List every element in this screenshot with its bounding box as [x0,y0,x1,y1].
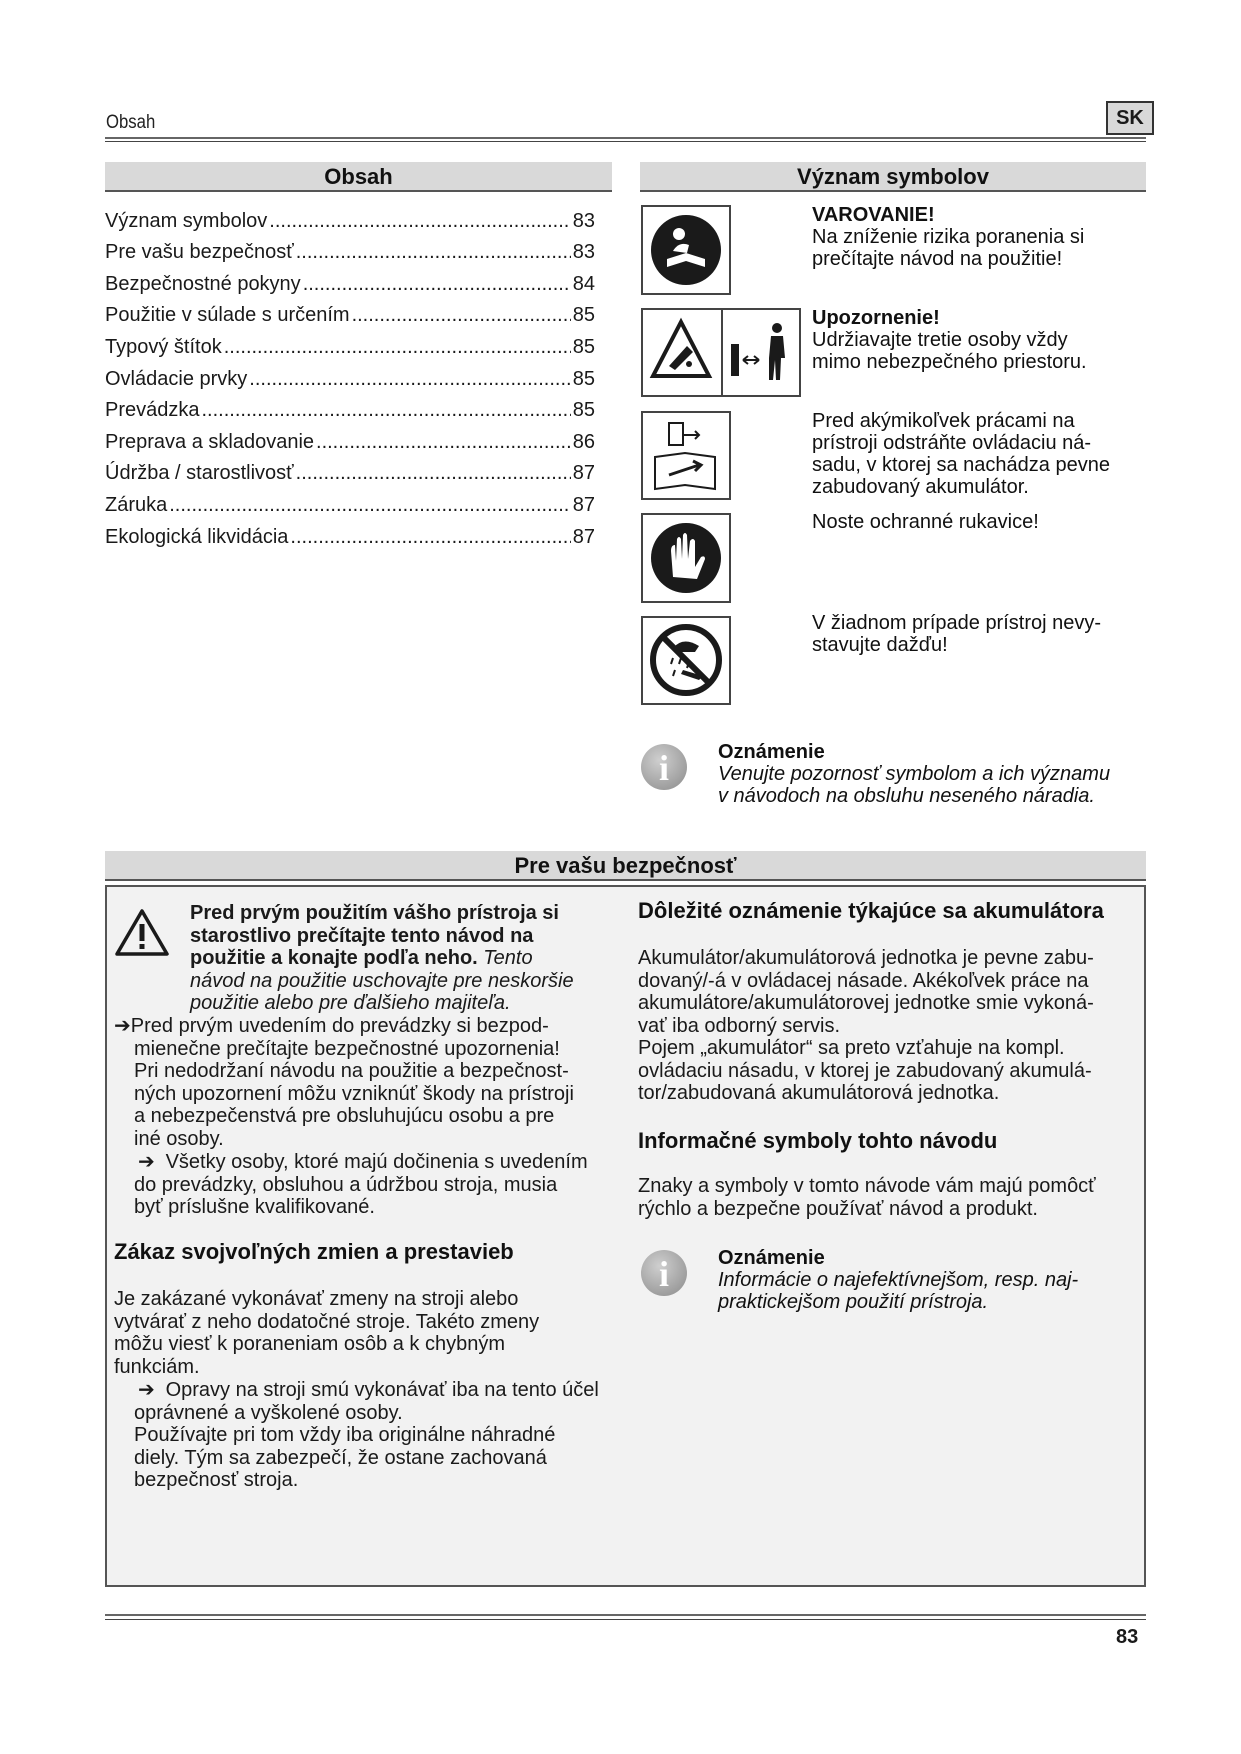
toc-entry[interactable]: Použitie v súlade s určením ..... 85 [105,296,595,328]
toc-entry[interactable]: Pre vašu bezpečnosť ..... 83 [105,233,595,265]
gloves-text: Noste ochranné rukavice! [812,511,1039,533]
footer-rule [105,1614,1146,1616]
toc-entry[interactable]: Preprava a skladovanie ..... 86 [105,422,595,454]
hazard-triangle-icon [643,310,719,395]
modifications-text: Je zakázané vykonávať zmeny na stroji alebo vytvárať z neho dodatočné stroje. Takéto zmeny môžu viesť k poraneniam osôb a k chybným funkciám. [114,1288,540,1378]
modifications-heading: Zákaz svojvoľných zmien a prestavieb [114,1239,514,1264]
keep-distance-symbol [641,308,801,397]
toc-entry[interactable]: Prevádzka ..... 85 [105,391,595,423]
toc-entry[interactable]: Typový štítok ..... 85 [105,327,595,359]
read-manual-icon [643,207,729,293]
running-header-title: Obsah [106,112,156,133]
info-symbols-heading: Informačné symboly tohto návodu [638,1128,998,1153]
safety-heading: Pre vašu bezpečnosť [105,851,1146,881]
language-badge: SK [1106,101,1154,135]
gloves-icon [643,515,729,601]
toc-heading: Obsah [105,162,612,192]
info-symbols-text: Znaky a symboly v tomto návode vám majú pomôcť rýchlo a bezpečne používať návod a produkt. [638,1175,1096,1220]
battery-heading: Dôležité oznámenie týkajúce sa akumulátora [638,898,1104,923]
footer-rule-thin [105,1619,1146,1620]
safety-note: Oznámenie Informácie o najefektívnejšom, resp. naj- praktickejšom použití prístroja. [718,1247,1079,1313]
remove-handle-text: Pred akýmikoľvek prácami na prístroji odstráňte ovládaciu ná- sadu, v ktorej sa nachádza pevne zabudovaný akumulátor. [812,410,1110,498]
person-distance-icon [723,310,801,395]
safety-paragraph-1: ➔Pred prvým uvedením do prevádzky si bezpod- mienečne prečítajte bezpečnostné upozornenia! Pri nedodržaní návodu na použitie a bezpečnost- ných upozornení môžu vzniknúť škody na prístroji a nebezpečenstvá pre obsluhujúcu osobu a pre iné osoby. [114,1015,574,1150]
info-icon: i [641,1250,687,1296]
no-rain-symbol [641,616,731,705]
toc-entry[interactable]: Bezpečnostné pokyny ..... 84 [105,264,595,296]
safety-paragraph-2: ➔ Všetky osoby, ktoré majú dočinenia s uvedením do prevádzky, obsluhou a údržbou stroja, musia byť príslušne kvalifikované. [134,1151,588,1218]
battery-text: Akumulátor/akumulátorová jednotka je pevne zabu- dovaný/-á v ovládacej násade. Akékoľvek práce na akumulátore/akumulátorovej jednotke smie vykoná- vať iba odborný servis. Pojem „akumulátor“ sa preto vzťahuje na kompl. ovládaciu násadu, v ktorej je zabudovaný akumulá- tor/zabudovaná akumulátorová jednotka. [638,947,1094,1104]
info-icon: i [641,744,687,790]
battery-removal-icon [643,413,729,498]
toc-entry[interactable]: Ovládacie prvky ..... 85 [105,359,595,391]
gloves-symbol [641,513,731,603]
no-rain-icon [643,618,729,703]
read-manual-symbol [641,205,731,295]
symbols-note: Oznámenie Venujte pozornosť symbolom a ich významu v návodoch na obsluhu neseného náradia. [718,741,1111,807]
remove-handle-symbol [641,411,731,500]
page-number: 83 [1116,1626,1139,1648]
symbols-heading: Význam symbolov [640,162,1146,192]
header-rule-thin [105,141,1146,142]
toc-entry[interactable]: Záruka ..... 87 [105,485,595,517]
warning-text: VAROVANIE! Na zníženie rizika poranenia si prečítajte návod na použitie! [812,204,1085,270]
safety-intro: Pred prvým použitím vášho prístroja si starostlivo prečítajte tento návod na použitie a konajte podľa neho. Tento návod na použitie uschovajte pre neskoršie použitie alebo pre ďalšieho majiteľa. [190,902,574,1014]
warning-triangle-icon [114,907,170,957]
caution-text: Upozornenie! Udržiavajte tretie osoby vždy mimo nebezpečného priestoru. [812,307,1087,373]
header-rule [105,137,1146,139]
table-of-contents [105,201,595,549]
no-rain-text: V žiadnom prípade prístroj nevy- stavujte dažďu! [812,612,1102,656]
repairs-text: ➔ Opravy na stroji smú vykonávať iba na tento účel oprávnené a vyškolené osoby. Používajte pri tom vždy iba originálne náhradné diely. Tým sa zabezpečí, že ostane zachovaná bezpečnosť stroja. [134,1379,599,1491]
toc-entry[interactable]: Ekologická likvidácia ..... 87 [105,517,595,549]
toc-entry[interactable]: Údržba / starostlivosť ..... 87 [105,454,595,486]
toc-entry[interactable]: Význam symbolov ..... 83 [105,201,595,233]
